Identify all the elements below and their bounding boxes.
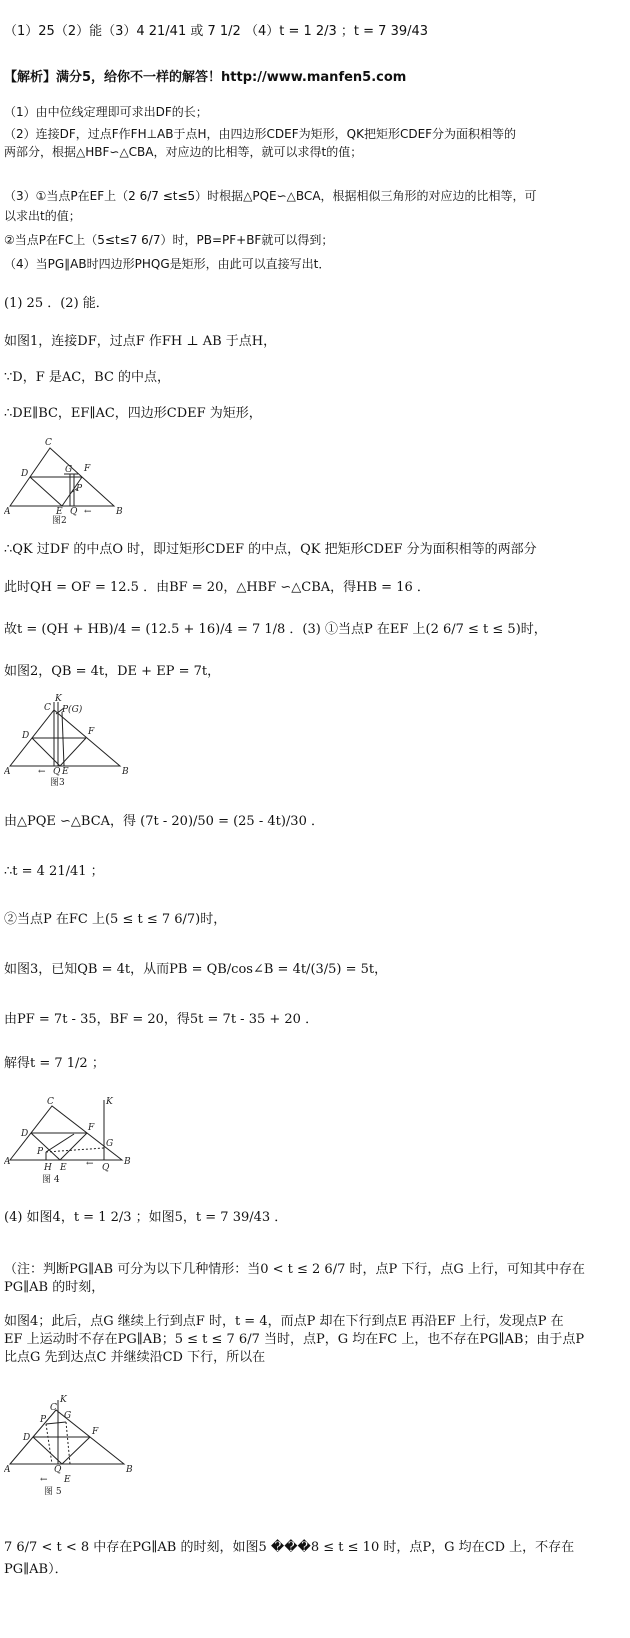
fig4-label-c: C	[47, 1097, 54, 1107]
analysis-line-5: 以求出t的值；	[4, 209, 81, 223]
fig2-arrow: ←	[84, 507, 92, 517]
fig4-label-f: F	[88, 1123, 95, 1133]
fig5-label-f: F	[92, 1427, 99, 1437]
fig5-arrow: ←	[40, 1475, 48, 1485]
analysis-line-7: （4）当PG∥AB时四边形PHQG是矩形，由此可以直接写出t．	[4, 257, 331, 271]
fig2-label-e: E	[56, 507, 63, 517]
solution-line-2: 如图1，连接DF，过点F 作FH ⊥ AB 于点H，	[4, 334, 277, 349]
solution-line-7: 故t = (QH + HB)/4 = (12.5 + 16)/4 = 7 1/8 ．(3) ①当点P 在EF 上(2 6/7 ≤ t ≤ 5)时，	[4, 622, 547, 637]
fig5-label-p: P	[40, 1415, 47, 1425]
fig5-caption: 图 5	[44, 1487, 62, 1497]
solution-line-9: 由△PQE ∽△BCA，得 (7t - 20)/50 = (25 - 4t)/30 ．	[4, 814, 324, 829]
fig3-label-pg: P(G)	[62, 705, 83, 715]
fig4-label-h: H	[44, 1163, 52, 1173]
answer-line: （1）25（2）能（3）4 21/41 或 7 1/2 （4）t = 1 2/3 ；t = 7 39/43	[4, 24, 429, 39]
solution-line-8: 如图2，QB = 4t，DE + EP = 7t，	[4, 664, 221, 679]
jiexi-header: 【解析】满分5，给你不一样的解答！http://www.manfen5.com	[4, 70, 407, 85]
fig3-label-q: Q	[53, 767, 61, 777]
fig4-label-g: G	[106, 1139, 114, 1149]
analysis-line-3: 两部分，根据△HBF∽△CBA，对应边的比相等，就可以求得t的值；	[4, 145, 363, 159]
fig3-label-k: K	[55, 694, 62, 704]
analysis-line-1: （1）由中位线定理即可求出DF的长；	[4, 105, 208, 119]
analysis-line-2: （2）连接DF，过点F作FH⊥AB于点H，由四边形CDEF为矩形，QK把矩形CDEF分为面积相等的	[4, 127, 517, 141]
fig3-caption: 图3	[50, 778, 65, 788]
fig3-label-b: B	[122, 767, 129, 777]
fig4-arrow: ←	[86, 1159, 94, 1169]
fig5-label-d: D	[23, 1433, 31, 1443]
solution-line-13: 由PF = 7t - 35，BF = 20，得5t = 7t - 35 + 20 ．	[4, 1012, 319, 1027]
fig4-caption: 图 4	[42, 1175, 60, 1185]
fig4-label-b: B	[124, 1157, 131, 1167]
fig4-label-k: K	[106, 1097, 113, 1107]
fig5-label-g: G	[64, 1411, 72, 1421]
solution-line-21: 7 6/7 < t < 8 中存在PG∥AB 的时刻，如图5 ���8 ≤ t ≤ 10 时，点P，G 均在CD 上，不存在	[4, 1540, 575, 1555]
fig2-label-d: D	[21, 469, 29, 479]
fig3-label-e: E	[62, 767, 69, 777]
fig2-label-f: F	[84, 464, 91, 474]
figure-3	[4, 692, 134, 792]
solution-line-16: （注：判断PG∥AB 可分为以下几种情形：当0 < t ≤ 2 6/7 时，点P 下行，点G 上行，可知其中存在	[4, 1262, 585, 1277]
solution-line-22: PG∥AB）．	[4, 1562, 68, 1577]
analysis-line-6: ②当点P在FC上（5≤t≤7 6/7）时，PB=PF+BF就可以得到；	[4, 233, 334, 247]
fig3-label-d: D	[22, 731, 30, 741]
fig2-label-g: G	[65, 465, 73, 475]
solution-line-4: ∴DE∥BC，EF∥AC，四边形CDEF 为矩形，	[4, 406, 262, 421]
figure-2	[4, 434, 124, 526]
fig2-caption: 图2	[52, 516, 67, 526]
fig4-label-a: A	[4, 1157, 11, 1167]
fig5-label-k: K	[60, 1395, 67, 1405]
solution-line-12: 如图3，已知QB = 4t，从而PB = QB/cos∠B = 4t/(3/5) = 5t，	[4, 962, 388, 977]
fig2-label-b: B	[116, 507, 123, 517]
fig3-arrow: ←	[38, 767, 46, 777]
solution-line-6: 此时QH = OF = 12.5 ．由BF = 20，△HBF ∽△CBA，得HB = 16 ．	[4, 580, 430, 595]
solution-line-17: PG∥AB 的时刻，	[4, 1280, 105, 1295]
fig5-label-e: E	[64, 1475, 71, 1485]
solution-line-15: (4) 如图4，t = 1 2/3 ；如图5，t = 7 39/43 ．	[4, 1210, 288, 1225]
fig3-label-f: F	[88, 727, 95, 737]
solution-line-3: ∵D，F 是AC，BC 的中点，	[4, 370, 171, 385]
fig2-label-q: Q	[70, 507, 78, 517]
fig2-label-a: A	[4, 507, 11, 517]
solution-line-11: ②当点P 在FC 上(5 ≤ t ≤ 7 6/7)时，	[4, 912, 227, 927]
fig5-label-c: C	[50, 1403, 57, 1413]
fig2-label-c: C	[45, 438, 52, 448]
fig4-label-d: D	[21, 1129, 29, 1139]
figure-5	[4, 1394, 134, 1504]
solution-line-10: ∴t = 4 21/41 ；	[4, 864, 104, 879]
figure-4	[4, 1094, 134, 1190]
fig4-label-e: E	[60, 1163, 67, 1173]
fig4-label-p: P	[37, 1147, 44, 1157]
fig5-label-q: Q	[54, 1465, 62, 1475]
analysis-line-4: （3）①当点P在EF上（2 6/7 ≤t≤5）时根据△PQE∽△BCA，根据相似三角形的对应边的比相等，可	[4, 189, 537, 203]
solution-line-18: 如图4；此后，点G 继续上行到点F 时，t = 4，而点P 却在下行到点E 再沿EF 上行，发现点P 在	[4, 1314, 564, 1329]
solution-line-14: 解得t = 7 1/2 ；	[4, 1056, 105, 1071]
fig2-label-p: P	[76, 484, 83, 494]
solution-line-20: 比点G 先到达点C 并继续沿CD 下行，所以在	[4, 1350, 266, 1365]
fig4-label-q: Q	[102, 1163, 110, 1173]
fig3-label-c: C	[44, 703, 51, 713]
solution-line-5: ∴QK 过DF 的中点O 时，即过矩形CDEF 的中点，QK 把矩形CDEF 分为面积相等的两部分	[4, 542, 537, 557]
solution-line-1: (1) 25 ．(2) 能．	[4, 296, 109, 311]
fig5-label-b: B	[126, 1465, 133, 1475]
solution-line-19: EF 上运动时不存在PG∥AB；5 ≤ t ≤ 7 6/7 当时，点P，G 均在FC 上，也不存在PG∥AB；由于点P	[4, 1332, 585, 1347]
fig3-label-a: A	[4, 767, 11, 777]
fig5-label-a: A	[4, 1465, 11, 1475]
